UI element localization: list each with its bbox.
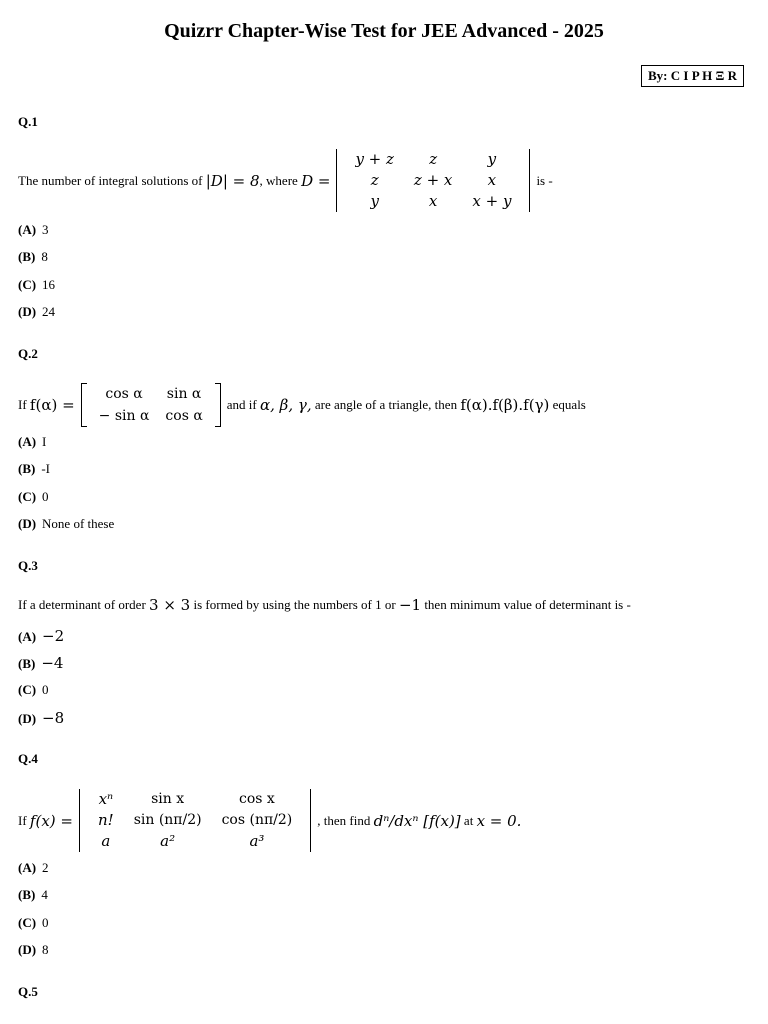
option-key: (A): [18, 434, 37, 449]
stem-text: is formed by using the numbers of 1 or: [193, 597, 396, 612]
math-expression: f(x) =: [29, 811, 73, 830]
matrix-cell: a³: [249, 832, 265, 850]
option-value: 0: [42, 682, 49, 697]
option: [18, 860, 49, 876]
matrix: [81, 383, 221, 427]
question-stem: [18, 383, 586, 427]
option-value: 4: [41, 887, 48, 902]
matrix-cell: n!: [97, 811, 114, 829]
determinant: [336, 149, 530, 212]
stem-text: If a determinant of order: [18, 597, 146, 612]
matrix-cell: cos (nπ/2): [221, 812, 293, 828]
question-stem: [18, 149, 553, 212]
option: [18, 682, 49, 698]
page-title: Quizrr Chapter-Wise Test for JEE Advanced - 2025: [164, 20, 604, 42]
matrix-cell: z: [429, 150, 438, 168]
question-label: Q.5: [18, 984, 38, 999]
option-key: (C): [18, 489, 37, 504]
question-label: Q.2: [18, 346, 38, 361]
matrix-cell: y: [487, 150, 497, 168]
option-value: I: [42, 434, 47, 449]
option-key: (B): [18, 249, 36, 264]
option: [18, 489, 49, 505]
determinant: [79, 789, 311, 852]
option-key: (D): [18, 516, 37, 531]
option-value: 8: [41, 249, 48, 264]
math-expression: α, β, γ,: [260, 396, 312, 414]
stem-text: are angle of a triangle, then: [314, 397, 458, 412]
matrix-cell: sin (nπ/2): [133, 812, 202, 828]
question-label: Q.1: [18, 114, 38, 129]
math-expression: f(α) =: [29, 396, 75, 414]
matrix-cell: z + x: [413, 171, 453, 189]
option-value: 3: [42, 222, 49, 237]
math-expression: −1: [398, 596, 422, 614]
stem-text: If: [18, 397, 27, 412]
option: [18, 461, 50, 477]
matrix-cell: x: [487, 171, 497, 189]
option: [18, 915, 49, 931]
question-label: Q.3: [18, 558, 38, 573]
stem-text: at: [463, 812, 474, 828]
question-stem: [18, 596, 631, 614]
stem-text: , where: [259, 172, 298, 188]
math-expression: 3 × 3: [149, 596, 191, 614]
math-expression: dⁿ/dxⁿ [f(x)]: [373, 811, 461, 830]
option-value: 16: [42, 277, 56, 292]
question-stem: [18, 789, 521, 852]
option-value: −2: [42, 627, 65, 645]
option-key: (A): [18, 222, 37, 237]
stem-text: is -: [536, 172, 553, 188]
stem-text: then minimum value of determinant is -: [424, 597, 631, 612]
option-key: (A): [18, 629, 37, 644]
stem-text: equals: [552, 397, 586, 412]
option: [18, 304, 55, 320]
stem-text: and if: [226, 397, 257, 412]
option: [18, 222, 49, 238]
author-byline: By: C I P H Ξ R: [641, 65, 744, 87]
option: [18, 887, 48, 903]
stem-text: The number of integral solutions of: [18, 172, 203, 188]
matrix-cell: x: [428, 192, 438, 210]
matrix-cell: y: [370, 192, 379, 210]
option-value: 2: [42, 860, 49, 875]
option-value: None of these: [42, 516, 115, 531]
option-key: (C): [18, 277, 37, 292]
matrix-cell: z: [370, 171, 379, 189]
option-key: (C): [18, 682, 37, 697]
option-value: −8: [42, 709, 65, 727]
option-value: 0: [42, 489, 49, 504]
option-value: -I: [41, 461, 51, 476]
option-key: (D): [18, 304, 37, 319]
matrix-cell: cos x: [239, 791, 275, 807]
option-key: (D): [18, 711, 37, 726]
option-value: 0: [42, 915, 49, 930]
matrix-cell: sin x: [151, 791, 185, 807]
option-key: (B): [18, 461, 36, 476]
matrix-cell: cos α: [105, 386, 143, 402]
option-key: (B): [18, 656, 36, 671]
option: [18, 709, 64, 727]
option-key: (D): [18, 942, 37, 957]
question-label: Q.4: [18, 751, 38, 766]
option-key: (A): [18, 860, 37, 875]
option-value: 24: [42, 304, 56, 319]
option: [18, 516, 114, 532]
option-value: −4: [41, 654, 64, 672]
matrix-cell: xⁿ: [98, 790, 114, 808]
math-expression: |D| = 8: [205, 171, 260, 190]
math-expression: D =: [301, 171, 331, 190]
stem-text: If: [18, 812, 27, 828]
option: [18, 277, 55, 293]
math-expression: f(α).f(β).f(γ): [460, 396, 550, 414]
matrix-cell: x + y: [472, 192, 512, 210]
math-expression: x = 0.: [476, 811, 522, 830]
matrix-cell: a²: [160, 832, 176, 850]
matrix-cell: y + z: [355, 150, 394, 168]
option-key: (C): [18, 915, 37, 930]
matrix-cell: a: [101, 832, 111, 850]
matrix-cell: cos α: [165, 408, 203, 424]
option: [18, 434, 46, 450]
option-value: 8: [42, 942, 49, 957]
stem-text: , then find: [317, 812, 371, 828]
option: [18, 654, 63, 672]
matrix-cell: − sin α: [98, 408, 150, 424]
matrix-cell: sin α: [166, 386, 202, 402]
option: [18, 627, 64, 645]
option: [18, 942, 49, 958]
option-key: (B): [18, 887, 36, 902]
option: [18, 249, 48, 265]
